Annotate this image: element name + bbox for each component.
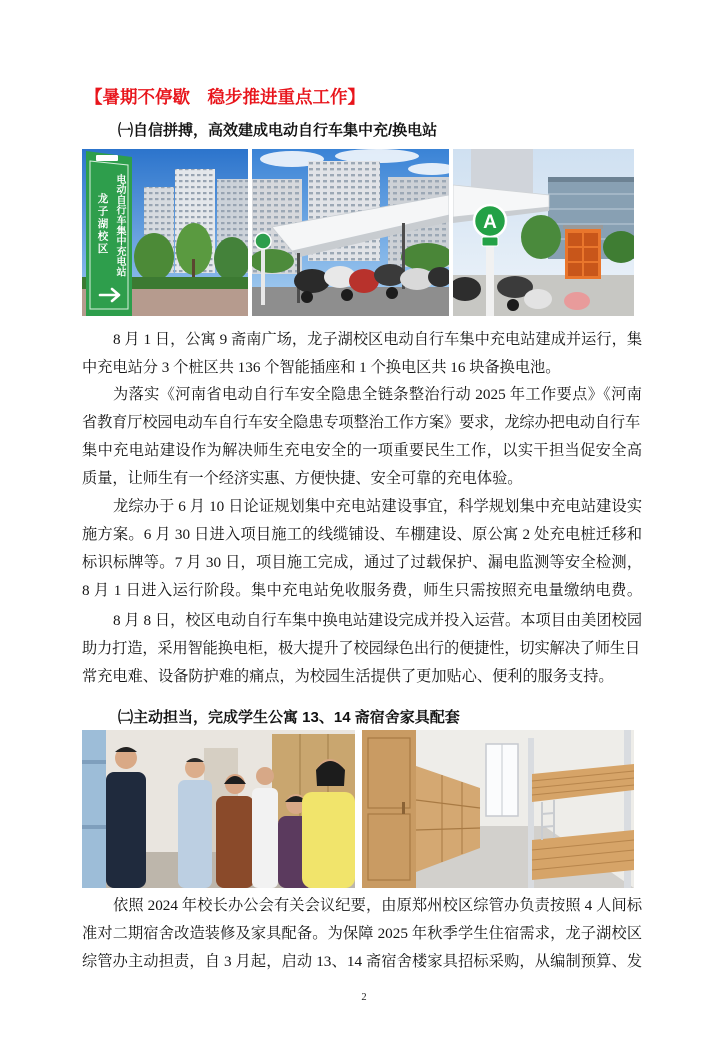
photo-dorm-inspection	[82, 730, 355, 888]
paragraph-dorm-furniture	[82, 892, 642, 976]
paragraph-line: 依照 2024 年校长办公会有关会议纪要，由原郑州校区综管办负责按照 4 人间标	[113, 897, 642, 914]
sign-station-text: 电动自行车集中充电站	[114, 174, 125, 277]
photo-dorm-furniture	[362, 730, 634, 888]
battery-swap-cabinet	[563, 225, 603, 279]
wardrobe	[362, 730, 416, 888]
bunk-bed-frame	[82, 730, 106, 888]
section-heading-dorm-furniture: ㈡主动担当，完成学生公寓 13、14 斋宿舍家具配套	[118, 709, 460, 726]
photo-inspection-illustration	[82, 730, 355, 888]
paragraph-line: 质量，让师生有一个经济实惠、方便快捷、安全可靠的充电体验。	[82, 470, 523, 487]
photo-canopy-illustration	[252, 149, 449, 316]
paragraph-battery-swap	[82, 607, 642, 691]
photo-charging-canopy	[252, 149, 449, 316]
paragraph-line: 8 月 1 日，公寓 9 斋南广场，龙子湖校区电动自行车集中充电站建成并运行，集	[113, 331, 642, 348]
sign-letter: A	[483, 212, 497, 233]
photo-swap-illustration	[453, 149, 634, 316]
paragraph-line: 省教育厅校园电动车自行车安全隐患专项整治工作方案》要求，龙综办把电动自行车	[82, 414, 641, 431]
window	[486, 744, 518, 816]
photo-battery-swap-station	[453, 149, 634, 316]
paragraph-line: 集中充电站建设作为解决师生充电安全的一项重要民生工作，以实干担当促安全高	[82, 442, 642, 459]
sign-board	[86, 151, 132, 316]
paragraph-line: 助力打造，采用智能换电柜，极大提升了校园绿色出行的便捷性，切实解决了师生日	[82, 640, 641, 657]
paragraph-line: 综管办主动担责，自 3 月起，启动 13、14 斋宿舍楼家具招标采购，从编制预算、发	[82, 953, 642, 970]
page-title: 【暑期不停歇 稳步推进重点工作】	[85, 87, 365, 107]
photo-charging-station-sign	[82, 149, 248, 316]
sign-logo	[96, 155, 118, 161]
paragraph-line: 准对二期宿舍改造装修及家具配备。为保障 2025 年秋季学生住宿需求，龙子湖校区	[82, 925, 642, 942]
paragraph-policy-basis	[82, 381, 642, 493]
paragraph-line: 8 月 8 日，校区电动自行车集中换电站建设完成并投入运营。本项目由美团校园	[113, 612, 642, 629]
paragraph-construction-timeline	[82, 493, 642, 605]
photo-furniture-illustration	[362, 730, 634, 888]
paragraph-line: 8 月 1 日进入运行阶段。集中充电站免收服务费，师生只需按照充电量缴纳电费。	[82, 582, 642, 599]
paragraph-line: 龙综办于 6 月 10 日论证规划集中充电站建设事宜，科学规划集中充电站建设实	[113, 498, 642, 515]
sign-campus-text: 龙子湖校区	[96, 193, 109, 256]
paragraph-line: 中充电站分 3 个桩区共 136 个智能插座和 1 个换电区共 16 块备换电池。	[82, 359, 561, 376]
section-heading-charging-station: ㈠自信拼搏，高效建成电动自行车集中充/换电站	[118, 122, 438, 139]
paragraph-line: 为落实《河南省电动自行车安全隐患全链条整治行动 2025 年工作要点》《河南	[113, 386, 642, 403]
paragraph-line: 标识标牌等。7 月 30 日，项目施工完成，通过了过载保护、漏电监测等安全检测，	[82, 554, 642, 571]
helmet	[564, 292, 590, 310]
paragraph-line: 常充电难、设备防护难的痛点，为校园生活提供了更加贴心、便利的服务支持。	[82, 668, 614, 685]
paragraph-line: 施方案。6 月 30 日进入项目施工的线缆铺设、车棚建设、原公寓 2 处充电桩迁移和	[82, 526, 642, 543]
paragraph-charging-station-opening	[82, 326, 642, 382]
page-number: 2	[361, 992, 367, 1003]
